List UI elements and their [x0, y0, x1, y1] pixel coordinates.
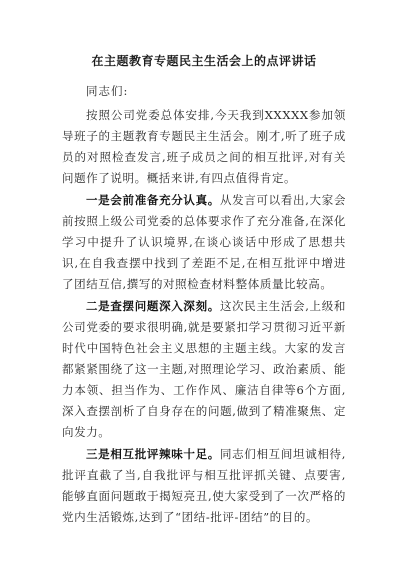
point-body-3: 同志们相互间坦诚相待,批评直截了当,自我批评与相互批评抓关键、点要害,能够直面问题敢于揭短亮丑,使大家受到了一次严格的党内生活锻炼,达到了“团结-批评-团结”的目的。 [62, 447, 346, 524]
point-body-1: 从发言可以看出,大家会前按照上级公司党委的总体要求作了充分准备,在深化学习中提升了认识境界,在谈心谈话中形成了思想共识,在自我查摆中找到了差距不足,在相互批评中增进了团结互信,撰写的对照检查材料整体质量比较高。 [62, 193, 346, 291]
point-lead-3: 三是相互批评辣味十足。 [86, 447, 220, 461]
salutation: 同志们: [86, 84, 129, 98]
intro-paragraph: 按照公司党委总体安排,今天我到XXXXX参加领导班子的主题教育专题民主生活会。刚才,听了班子成员的对照检查发言,班子成员之间的相互批评,对有关问题作了说明。概括来讲,有四点值得肯定。 [62, 108, 346, 185]
point-body-2: 这次民主生活会,上级和公司党委的要求很明确,就是要紧扣学习贯彻习近平新时代中国特色社会主义思想的主题主线。大家的发言都紧紧围绕了这一主题,对照理论学习、政治素质、能力本领、担当作为、工作作风、廉洁自律等6个方面,深入查摆剖析了自身存在的问题,做到了精准聚焦、定向发力。 [62, 299, 346, 439]
document-title: 在主题教育专题民主生活会上的点评讲话 [91, 54, 317, 68]
point-lead-1: 一是会前准备充分认真。 [86, 193, 220, 207]
point-paragraph-2 [62, 296, 346, 443]
point-paragraph-1 [62, 190, 346, 295]
point-paragraph-3 [62, 444, 346, 528]
point-lead-2: 二是查摆问题深入深刻。 [86, 299, 220, 313]
